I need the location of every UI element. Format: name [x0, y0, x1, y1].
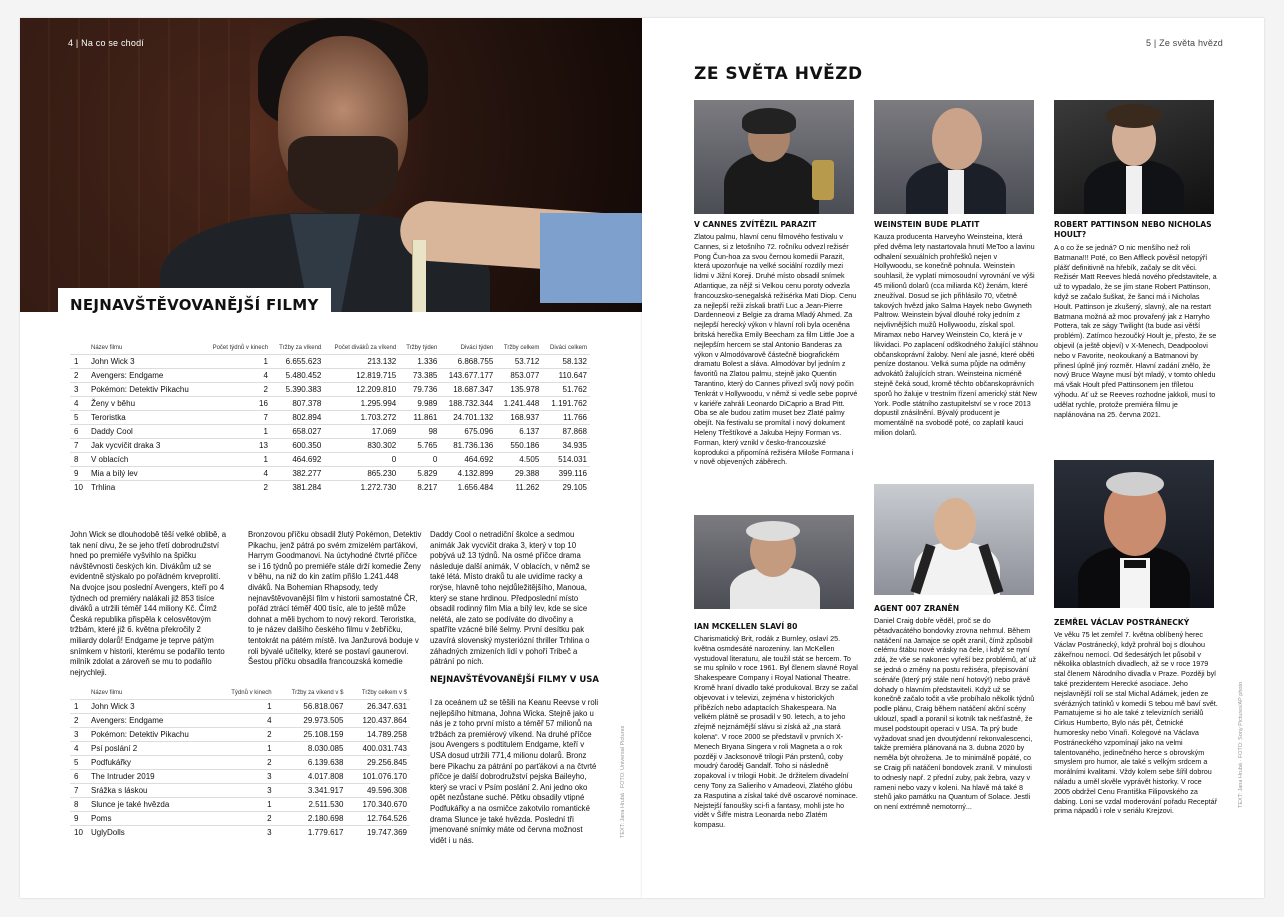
article-text-column: Bronzovou příčku obsadil žlutý Pokémon, Detektiv Pikachu, jenž pátrá po svém zmizelém parťákovi, Harrym Goodmanovi. Na úctyhodné čtvrté příčce se i 16 týdnů po premiéře stále drží komedie Ženy v běhu, na niž do kin zatím přišlo 1.241.448 diváků. Na Bohemian Rhapsody, tedy nejnavštěvovanější film v historii samostatné ČR, pořád ztrácí téměř 400 tisíc, ale to ještě může dohnat a měli bychom to nový rekord. Teroristka, to je název dalšího českého filmu v žebříčku, tentokrát na pátém místě. Iva Janžurová boduje v roli bývalé učitelky, které se postaví gaunerovi. Šestou příčku obsadila francouzská komedie: [248, 530, 422, 667]
table-cell-value: 12.209.810: [324, 382, 399, 396]
table-cell-value: 101.076.170: [346, 769, 410, 783]
section-title: ZE SVĚTA HVĚZD: [694, 64, 863, 84]
table-cell-value: 24.701.132: [440, 410, 496, 424]
table-cell-value: 29.105: [542, 480, 590, 494]
table-cell-rank: 4: [70, 741, 88, 755]
table-cell-rank: 7: [70, 783, 88, 797]
table-header: Diváci týden: [460, 345, 494, 351]
table-row: [70, 452, 590, 466]
table-cell-value: 87.868: [542, 424, 590, 438]
hero-figure-beard: [288, 136, 398, 214]
article-text-column: Daddy Cool o netradiční školce a sedmou animák Jak vycvičit draka 3, který v top 10 pobývá už 13 týdnů. Na osmé příčce drama následuje další animák, V oblacích, v němž se také létá. Místo draků tu ale uvidíme racky a rorýse, hlavně toho nejdůležitějšího, Manoua, který se stane hrdinou. Předposlední místo obsadil rodinný film Mia a bílý lev, kde se sice nelétá, ale zato se podíváte do divočiny a spatříte vzácné bílé šelmy. První desítku pak uzavírá slovenský mysteriózní thriller Trhlina o záhadných zmizeních lidí v pohoří Tribeč a pátrání po nich.: [430, 530, 590, 667]
table-cell-value: 29.256.845: [346, 755, 410, 769]
table-cell-value: 51.762: [542, 382, 590, 396]
table-cell-value: 853.077: [496, 368, 542, 382]
table-cell-value: 1.703.272: [324, 410, 399, 424]
photo-credit: TEXT: Jana Hrubá · FOTO: Sony Pictures/AP photo: [1238, 681, 1244, 808]
table-cell-value: 49.596.308: [346, 783, 410, 797]
table-cell-rank: 4: [70, 396, 88, 410]
table-cell-value: 53.712: [496, 354, 542, 368]
table-cell-value: 464.692: [440, 452, 496, 466]
table-cell-rank: 6: [70, 769, 88, 783]
table-cell-value: 1: [217, 699, 275, 713]
table-cell-rank: 10: [70, 480, 88, 494]
table-cell-value: 0: [399, 452, 440, 466]
article-body: Kauza producenta Harveyho Weinsteina, která před dvěma lety nastartovala hnutí MeToo a lavinu odhalení sexuálních prohřešků nejen v Hollywoodu, se konečně pohnula. Weinstein souhlasil, že vyplatí mimosoudní vyrovnání ve výši 45 milionů dolarů (cca miliarda Kč) ženám, které zneužíval. Dosud se jich přihlásilo 70, včetně takových hvězd jako Salma Hayek nebo Gwyneth Paltrow. Weinstein býval dlouhé roky jedním z nejvlivnějších mužů Hollywoodu, získal spol. Miramax nebo Harvey Weinstein Co, která je v likvidaci. Po zaplacení odškodného žalující stáhnou občanskoprávní žaloby. Není ale jasné, které oběti peníze dostanou. Velká suma půjde na odměny advokátů žalujících stran. Weinsteina nicméně stejně čeká soud, kromě těchto občanskoprávních sporů ho žaluje v trestním řízení americký stát New York. Podle státního zastupitelství se v roce 2013 dopustil znásilnění. Bývalý producent je momentálně na svobodě poté, co zaplatil kauci milion dolarů.: [874, 232, 1038, 437]
table-cell-rank: 9: [70, 466, 88, 480]
table-row: [70, 755, 410, 769]
table-cell-rank: 6: [70, 424, 88, 438]
table-cell-value: 6.868.755: [440, 354, 496, 368]
table-cell-value: 29.973.505: [275, 713, 347, 727]
photo-credit: TEXT: Jana Hrubá · FOTO: Universal Pictures: [620, 725, 626, 838]
table-cell-value: 188.732.344: [440, 396, 496, 410]
table-cell-value: 5.765: [399, 438, 440, 452]
table-header: Tržby za víkend: [279, 345, 322, 351]
table-cell-title: Ženy v běhu: [88, 396, 203, 410]
table-cell-value: 135.978: [496, 382, 542, 396]
table-cell-value: 58.132: [542, 354, 590, 368]
table-cell-title: Psí poslání 2: [88, 741, 217, 755]
article-body: Charismatický Brit, rodák z Burnley, oslaví 25. května osmdesáté narozeniny. Ian McKellen vystudoval literaturu, ale toužil stát se hercem. To se mu splnilo v roce 1961. Byl členem slavné Royal Shakespeare Company i Royal National Theatre. Kromě hraní divadlo také produkoval. Brzy se začal objevovat i v televizi, zejména v historických příbězích nebo adaptacích Shakespeara. Na velkém plátně se prosadil v 90. letech, a to jeho zřejmě nejznámější slávu si získá až „na stará kolena“. V roce 2000 se představil v prvních X-Menech Bryana Singera v roli Magneta a o rok později v Jacksonově trilogii Pán prstenů, coby moudrý čaroděj Gandalf. Toho si následně zopakoval i v trilogii Hobit. Je držitelem divadelní ceny Tony za Salieriho v Amadeovi, Zlatého glóbu za Rasputina a získal také dvě oscarové nominace. Nejstejší fanoušky sci-fi a fantasy, mohli jste ho vidět v Šifře mistra Leonarda nebo Zlatém kompasu.: [694, 634, 858, 830]
article-body: Daniel Craig dobře věděl, proč se do pětadvacátého bondovky zrovna nehrnul. Během natáčení na Jamajce se opět zranil, čímž způsobil celému štábu nové vrásky na čele, i když se nyní zdá, že vše se nakonec vyřeší bez problémů, ať už se jedná o změny na postu režiséra, přepisování scénáře (který prý stále není hotový!) nebo právě dohady o hlavním představiteli. Když už se konečně začalo točit a vše probíhalo několik týdnů podle plánu, Craig během natáčení akční scény uklouzl, spadl a poranil si kotník tak nešťastně, že musel podstoupit operaci v USA. Ta prý bude vyžadovat snad jen dvoutýdenní rekonvalescenci, takže premiéra plánovaná na 3. dubna 2020 by neměla být ohrožena. Je to minimálně popáté, co se Craig při natáčení bondovek zranil. V minulosti to odnesly např. 2 přední zuby, pak žebra, vazy v rameni nebo vazy v koleni. Na hlavě má také 8 stehů jako památku na Quantum of Solace. Jestli on není extrémně nemotorný...: [874, 616, 1037, 812]
table-row: [70, 480, 590, 494]
article-text-column: I za oceánem už se těšili na Keanu Reevse v roli nejlepšího hitmana, Johna Wicka. Stejně jako u nás je z toho první místo a téměř 57 milionů na tržbách za premiérový víkend. Na druhé příčce jsou Avengers s podtitulem Endgame, kteří v USA dosud utržili 771,4 milionu dolarů. Bronz bere Pikachu za pátrání po parťákovi a na čtvrté příčce je další dobrodružství pejska Baileyho, který se vrací v Psím poslání 2. Ani jedno oko opět nezůstane suché. Pětku obsadily vtipné Podfukářky a na osmičce zakotvilo romantické drama Slunce je také hvězda. Poslední tři jmenované snímky máte od června možnost vidět i u nás.: [430, 698, 599, 845]
table-cell-value: 4.505: [496, 452, 542, 466]
photo-daniel-craig: [874, 484, 1034, 595]
table-header: [70, 688, 88, 699]
table-cell-rank: 8: [70, 797, 88, 811]
table-cell-value: 658.027: [271, 424, 324, 438]
table-cell-value: 29.388: [496, 466, 542, 480]
table-header: Název filmu: [91, 690, 123, 696]
table-cell-value: 213.132: [324, 354, 399, 368]
table-cell-value: 600.350: [271, 438, 324, 452]
table-cell-value: 1: [203, 452, 271, 466]
table-cell-value: 802.894: [271, 410, 324, 424]
table-row: [70, 769, 410, 783]
table-row: [70, 382, 590, 396]
table-cell-value: 143.677.177: [440, 368, 496, 382]
table-row: [70, 424, 590, 438]
table-row: [70, 797, 410, 811]
table-cell-title: Podfukářky: [88, 755, 217, 769]
table-cell-title: V oblacích: [88, 452, 203, 466]
photo-ian-mckellen: [694, 515, 854, 609]
table-header: Diváci celkem: [549, 345, 587, 351]
table-cell-title: The Intruder 2019: [88, 769, 217, 783]
table-cell-title: John Wick 3: [88, 699, 217, 713]
article-title: V CANNES ZVÍTĚZIL PARAZIT: [694, 220, 817, 229]
table-cell-value: 550.186: [496, 438, 542, 452]
table-cell-title: Srážka s láskou: [88, 783, 217, 797]
table-cell-value: 26.347.631: [346, 699, 410, 713]
table-row: [70, 396, 590, 410]
table-cell-rank: 7: [70, 438, 88, 452]
table-cell-value: 4: [217, 713, 275, 727]
table-cell-rank: 2: [70, 368, 88, 382]
table-cell-value: 168.937: [496, 410, 542, 424]
table-cell-value: 5.480.452: [271, 368, 324, 382]
table-cell-value: 1.241.448: [496, 396, 542, 410]
table-header: Název filmu: [91, 345, 123, 351]
table-cell-value: 3: [217, 783, 275, 797]
table-cell-value: 2: [203, 480, 271, 494]
article-body: Ve věku 75 let zemřel 7. května oblíbený herec Václav Postránecký, když prohrál boj s dlouhou zákeřnou nemocí. Od šedesátých let působil v několika oblastních divadlech, až se v roce 1979 stal členem Národního divadla v Praze. Později byl také prezidentem Herecké asociace. Jeho nejslavnější rolí se stal Michal Adámek, jeden ze svérázných tatínků v komedii S tebou mě baví svět. Pamatujeme si ho ale také z televizních seriálů Cirkus Humberto, Bylo nás pět, Četnické humoresky nebo Vinaři. Kolegové na Václava Postráneckého vzpomínají jako na velmi talentovaného, jedinečného herce s obrovským smyslem pro humor, ale také s velkým srdcem a morálními kvalitami. Vždy kolem sebe šířil dobrou náladu a uměl skvěle vyprávět historky. V roce 2005 obdržel Cenu Františka Filipovského za dabing. Loni se vzdal moderování pořadu Receptář prima nápadů i role v seriálu Krejzovi.: [1054, 630, 1218, 816]
table-header-row: [70, 343, 590, 354]
table-header: Tržby za víkend v $: [291, 690, 344, 696]
table-cell-value: 382.277: [271, 466, 324, 480]
table-cell-title: Poms: [88, 811, 217, 825]
table-cell-value: 81.736.136: [440, 438, 496, 452]
table-cell-value: 1.272.730: [324, 480, 399, 494]
article-title: AGENT 007 ZRANĚN: [874, 604, 960, 613]
table-cell-value: 12.764.526: [346, 811, 410, 825]
table-cell-title: UglyDolls: [88, 825, 217, 839]
table-cell-value: 120.437.864: [346, 713, 410, 727]
table-cell-rank: 1: [70, 354, 88, 368]
table-cell-value: 170.340.670: [346, 797, 410, 811]
photo-bong-joon-ho: [694, 100, 854, 214]
table-row: [70, 410, 590, 424]
article-title: IAN MCKELLEN SLAVÍ 80: [694, 622, 798, 631]
table-row: [70, 727, 410, 741]
table-cell-value: 6.139.638: [275, 755, 347, 769]
article-body: A o co že se jedná? O nic menšího než roli Batmana!!! Poté, co Ben Affleck pověsil netopýří plášť definitivně na hřebík, začaly se dít věci. Režisér Matt Reeves hledá nového představitele, a už to vypadalo, že se jím stane Robert Pattinson, když se začalo šuškat, že šanci má i Nicholas Hoult. Pattinson je zkušený, slavný, ale na restart Batmana možná až moc provařený jak z Harryho Pottera, tak ze ságy Twilight (ta bude asi větší problém). Zatímco hezoučký Hoult je, přesto, že se objevil (a ještě objeví) v X-Menech, Deadpoolovi nebo v Favorite, neokoukaný a Batmanovi by přinesl úplně jiný rozměr. Hlavní zadání znělo, že nový Bruce Wayne musí být mladý, v tomto ohledu má však Hoult před Pattinsonem jen tříletou výhodu. Ať už se Reeves rozhodne jakkoli, musí to udělat rychle, protože premiéra filmu je naplánována na 25. června 2021.: [1054, 243, 1217, 419]
table-cell-rank: 9: [70, 811, 88, 825]
table-cell-value: 2: [217, 755, 275, 769]
table-cell-value: 2.180.698: [275, 811, 347, 825]
hero-tailor-sleeve: [540, 213, 642, 303]
table-row: [70, 466, 590, 480]
table-row: [70, 713, 410, 727]
table-cell-value: 1: [217, 797, 275, 811]
table-cell-value: 1: [203, 354, 271, 368]
table-cell-value: 464.692: [271, 452, 324, 466]
table-cell-title: Jak vycvičit draka 3: [88, 438, 203, 452]
table-row: [70, 699, 410, 713]
table-cell-rank: 3: [70, 382, 88, 396]
table-cell-value: 4: [203, 368, 271, 382]
table-row: [70, 783, 410, 797]
table-cell-value: 1.336: [399, 354, 440, 368]
table-cell-value: 807.378: [271, 396, 324, 410]
article-title: WEINSTEIN BUDE PLATIT: [874, 220, 980, 229]
photo-harvey-weinstein: [874, 100, 1034, 214]
table-row: [70, 438, 590, 452]
article-text-column: John Wick se dlouhodobě těší velké oblibě, a tak není divu, že se jeho třetí dobrodružství hned po premiéře vyšvihlo na špičku návštěvnosti českých kin. Divákům už se evidentně stýskalo po pořádném krveprolití. Na dvojce jsou poslední Avengers, kteří po 4 týdnech od premiéry nalákali již 853 tisíce diváků a utržili téměř 144 miliony Kč. Čímž Česká republika přispěla k celosvětovým tržbám, které již 6. května překročily 2 miliardy dolarů! Endgame je teprve pátým snímkem v historii, kterému se podařilo tento milník zdolat a zároveň se mu to podařilo nejrychleji.: [70, 530, 227, 677]
table-header: Počet týdnů v kinech: [212, 345, 268, 351]
table-row: [70, 354, 590, 368]
table-cell-title: Pokémon: Detektiv Pikachu: [88, 382, 203, 396]
table-cell-value: 4: [203, 466, 271, 480]
section-title: NEJNAVŠTĚVOVANĚJŠÍ FILMY: [58, 288, 331, 318]
table-cell-value: 2.511.530: [275, 797, 347, 811]
table-cell-value: 25.108.159: [275, 727, 347, 741]
table-cell-title: Pokémon: Detektiv Pikachu: [88, 727, 217, 741]
table-cell-value: 18.687.347: [440, 382, 496, 396]
table-header: Týdnů v kinech: [231, 690, 272, 696]
right-page: [642, 18, 1264, 898]
table-cell-value: 5.829: [399, 466, 440, 480]
table-cell-rank: 2: [70, 713, 88, 727]
table-cell-title: Teroristka: [88, 410, 203, 424]
table-cell-value: 8.217: [399, 480, 440, 494]
table-header: Tržby celkem: [503, 345, 540, 351]
us-box-office-table: [70, 688, 410, 839]
table-cell-title: Slunce je také hvězda: [88, 797, 217, 811]
article-body: Zlatou palmu, hlavní cenu filmového festivalu v Cannes, si z letošního 72. ročníku odvezl režisér Pong Čun-hoa za svou černou komedii Parazit, která upozorňuje na velké sociální rozdíly mezi lidmi v Jižní Koreji. Druhé místo obsadil snímek Atlantique, za nějž si Velkou cenu poroty odvezla francouzsko-senegalská režisérka Mati Diop. Cenu za nejlepší režii získali bratři Luc a Jean-Pierre Dardenneovi z Belgie za drama Mladý Ahmed. Za nejlepší herecký výkon v hlavní roli byla oceněna britská herečka Emily Beecham za film Little Joe a nejlepším hercem se stal Antonio Banderas za výkon v Almodóvarově částečně biografickém dramatu Bolest a sláva. Almodóvar byl jedním z favoritů na Zlatou palmu, stejně jako Quentin Tarantino, který do Cannes přivezl svůj nový počin Tenkrát v Hollywoodu, v němž si vedle sebe poprvé v kariéře zahráli Leonardo DiCaprio a Brad Pitt. Oba se ale budou zatím muset bez Zlaté palmy obejít. Na festivalu se promítal i nový dokument Heleny Třeštíkové a Jakuba Hejny Forman vs. Forman, který vznikl v česko-francouzské koprodukci a připomíná režiséra Miloše Formana i v nově objevených záběrech.: [694, 232, 858, 467]
table-cell-value: 16: [203, 396, 271, 410]
table-cell-value: 2: [203, 382, 271, 396]
table-cell-value: 1.295.994: [324, 396, 399, 410]
article-title: ZEMŘEL VÁCLAV POSTRÁNECKÝ: [1054, 618, 1190, 627]
us-section-heading: NEJNAVŠTĚVOVANĚJŠÍ FILMY V USA: [430, 675, 599, 685]
table-cell-value: 830.302: [324, 438, 399, 452]
table-cell-rank: 1: [70, 699, 88, 713]
page-number: 5 | Ze světa hvězd: [1146, 38, 1223, 48]
table-cell-value: 1: [203, 424, 271, 438]
table-row: [70, 741, 410, 755]
cz-box-office-table: [70, 343, 590, 494]
table-cell-value: 675.096: [440, 424, 496, 438]
table-header: [70, 343, 88, 354]
table-cell-value: 514.031: [542, 452, 590, 466]
table-cell-value: 98: [399, 424, 440, 438]
table-cell-value: 2: [217, 727, 275, 741]
table-cell-value: 9.989: [399, 396, 440, 410]
table-cell-value: 400.031.743: [346, 741, 410, 755]
table-cell-value: 56.818.067: [275, 699, 347, 713]
table-cell-value: 5.390.383: [271, 382, 324, 396]
table-cell-title: Trhlina: [88, 480, 203, 494]
table-cell-value: 4.017.808: [275, 769, 347, 783]
table-header: Počet diváků za víkend: [334, 345, 397, 351]
table-cell-rank: 5: [70, 410, 88, 424]
table-cell-value: 1.779.617: [275, 825, 347, 839]
table-cell-rank: 5: [70, 755, 88, 769]
table-cell-value: 79.736: [399, 382, 440, 396]
table-cell-value: 8.030.085: [275, 741, 347, 755]
left-page: [20, 18, 642, 898]
table-cell-value: 3: [217, 825, 275, 839]
table-cell-rank: 10: [70, 825, 88, 839]
measuring-tape: [412, 240, 426, 312]
table-cell-value: 399.116: [542, 466, 590, 480]
table-cell-title: Daddy Cool: [88, 424, 203, 438]
table-cell-value: 11.861: [399, 410, 440, 424]
table-cell-value: 13: [203, 438, 271, 452]
article-title: ROBERT PATTINSON NEBO NICHOLAS HOULT?: [1054, 220, 1212, 239]
table-cell-value: 110.647: [542, 368, 590, 382]
table-cell-value: 6.137: [496, 424, 542, 438]
photo-vaclav-postranecky: [1054, 460, 1214, 608]
table-cell-value: 73.385: [399, 368, 440, 382]
table-cell-value: 2: [217, 811, 275, 825]
table-cell-rank: 3: [70, 727, 88, 741]
table-cell-value: 865.230: [324, 466, 399, 480]
table-cell-value: 12.819.715: [324, 368, 399, 382]
table-cell-value: 3.341.917: [275, 783, 347, 797]
table-header: Tržby celkem v $: [361, 690, 407, 696]
table-cell-value: 11.262: [496, 480, 542, 494]
table-cell-value: 34.935: [542, 438, 590, 452]
table-cell-value: 19.747.369: [346, 825, 410, 839]
table-row: [70, 368, 590, 382]
page-number: 4 | Na co se chodí: [68, 38, 144, 48]
table-cell-value: 1: [217, 741, 275, 755]
table-cell-rank: 8: [70, 452, 88, 466]
table-cell-value: 1.191.762: [542, 396, 590, 410]
table-row: [70, 811, 410, 825]
table-cell-value: 4.132.899: [440, 466, 496, 480]
table-cell-title: Avengers: Endgame: [88, 368, 203, 382]
table-cell-title: Mia a bílý lev: [88, 466, 203, 480]
table-header-row: [70, 688, 410, 699]
table-cell-value: 17.069: [324, 424, 399, 438]
table-header: Tržby týden: [406, 345, 438, 351]
table-cell-value: 6.655.623: [271, 354, 324, 368]
table-cell-value: 14.789.258: [346, 727, 410, 741]
table-cell-value: 3: [217, 769, 275, 783]
table-cell-value: 1.656.484: [440, 480, 496, 494]
table-cell-value: 381.284: [271, 480, 324, 494]
table-cell-value: 11.766: [542, 410, 590, 424]
table-cell-value: 7: [203, 410, 271, 424]
table-cell-title: John Wick 3: [88, 354, 203, 368]
table-row: [70, 825, 410, 839]
table-cell-value: 0: [324, 452, 399, 466]
photo-robert-pattinson: [1054, 100, 1214, 214]
hero-photo-john-wick: [20, 18, 642, 312]
table-cell-title: Avengers: Endgame: [88, 713, 217, 727]
